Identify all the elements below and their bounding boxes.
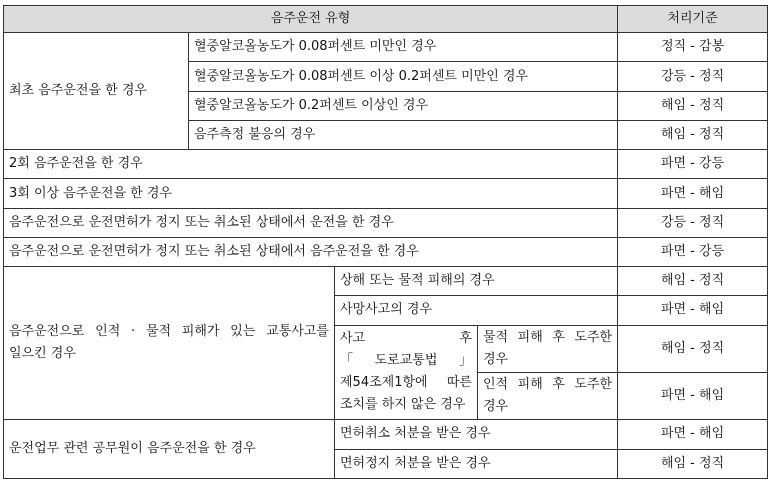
hit-run-label: 사고 후 「도로교통법」 제54조제1항에 따른 조치를 하지 않은 경우 (335, 325, 478, 420)
row-desc: 음주운전으로 운전면허가 정지 또는 취소된 상태에서 운전을 한 경우 (4, 208, 618, 237)
table-row (4, 420, 768, 449)
row-standard: 강등 - 정직 (618, 208, 768, 237)
header-type: 음주운전 유형 (4, 6, 618, 33)
dui-penalty-table (3, 5, 768, 479)
table-row (4, 179, 768, 208)
table-row (4, 208, 768, 237)
table-row (4, 150, 768, 179)
row-desc: 면허정지 처분을 받은 경우 (335, 449, 618, 478)
row-standard: 강등 - 정직 (618, 62, 768, 91)
row-standard: 해임 - 정직 (618, 91, 768, 120)
row-standard: 파면 - 해임 (618, 420, 768, 449)
row-desc: 혈중알코올농도가 0.2퍼센트 이상인 경우 (189, 91, 618, 120)
row-standard: 해임 - 정직 (618, 267, 768, 296)
table-row (4, 267, 768, 296)
row-desc: 2회 음주운전을 한 경우 (4, 150, 618, 179)
row-desc: 음주운전으로 운전면허가 정지 또는 취소된 상태에서 음주운전을 한 경우 (4, 237, 618, 266)
row-desc: 혈중알코올농도가 0.08퍼센트 이상 0.2퍼센트 미만인 경우 (189, 62, 618, 91)
row-desc: 3회 이상 음주운전을 한 경우 (4, 179, 618, 208)
row-standard: 해임 - 정직 (618, 120, 768, 149)
official-label: 운전업무 관련 공무원이 음주운전을 한 경우 (4, 420, 335, 479)
row-desc: 면허취소 처분을 받은 경우 (335, 420, 618, 449)
row-standard: 파면 - 강등 (618, 237, 768, 266)
header-standard: 처리기준 (618, 6, 768, 33)
row-standard: 파면 - 강등 (618, 150, 768, 179)
row-desc: 상해 또는 물적 피해의 경우 (335, 267, 618, 296)
row-desc: 음주측정 불응의 경우 (189, 120, 618, 149)
row-desc: 혈중알코올농도가 0.08퍼센트 미만인 경우 (189, 33, 618, 62)
row-desc: 사망사고의 경우 (335, 296, 618, 325)
table-row (4, 237, 768, 266)
accident-label: 음주운전으로 인적 · 물적 피해가 있는 교통사고를 일으킨 경우 (4, 267, 335, 420)
row-standard: 해임 - 정직 (618, 449, 768, 478)
table-row (4, 33, 768, 62)
row-standard: 파면 - 해임 (618, 372, 768, 419)
table-header-row (4, 6, 768, 33)
row-standard: 해임 - 정직 (618, 325, 768, 372)
row-standard: 정직 - 감봉 (618, 33, 768, 62)
first-offense-label: 최초 음주운전을 한 경우 (4, 33, 189, 150)
row-standard: 파면 - 해임 (618, 179, 768, 208)
row-desc: 물적 피해 후 도주한 경우 (478, 325, 618, 372)
row-standard: 파면 - 해임 (618, 296, 768, 325)
row-desc: 인적 피해 후 도주한 경우 (478, 372, 618, 419)
